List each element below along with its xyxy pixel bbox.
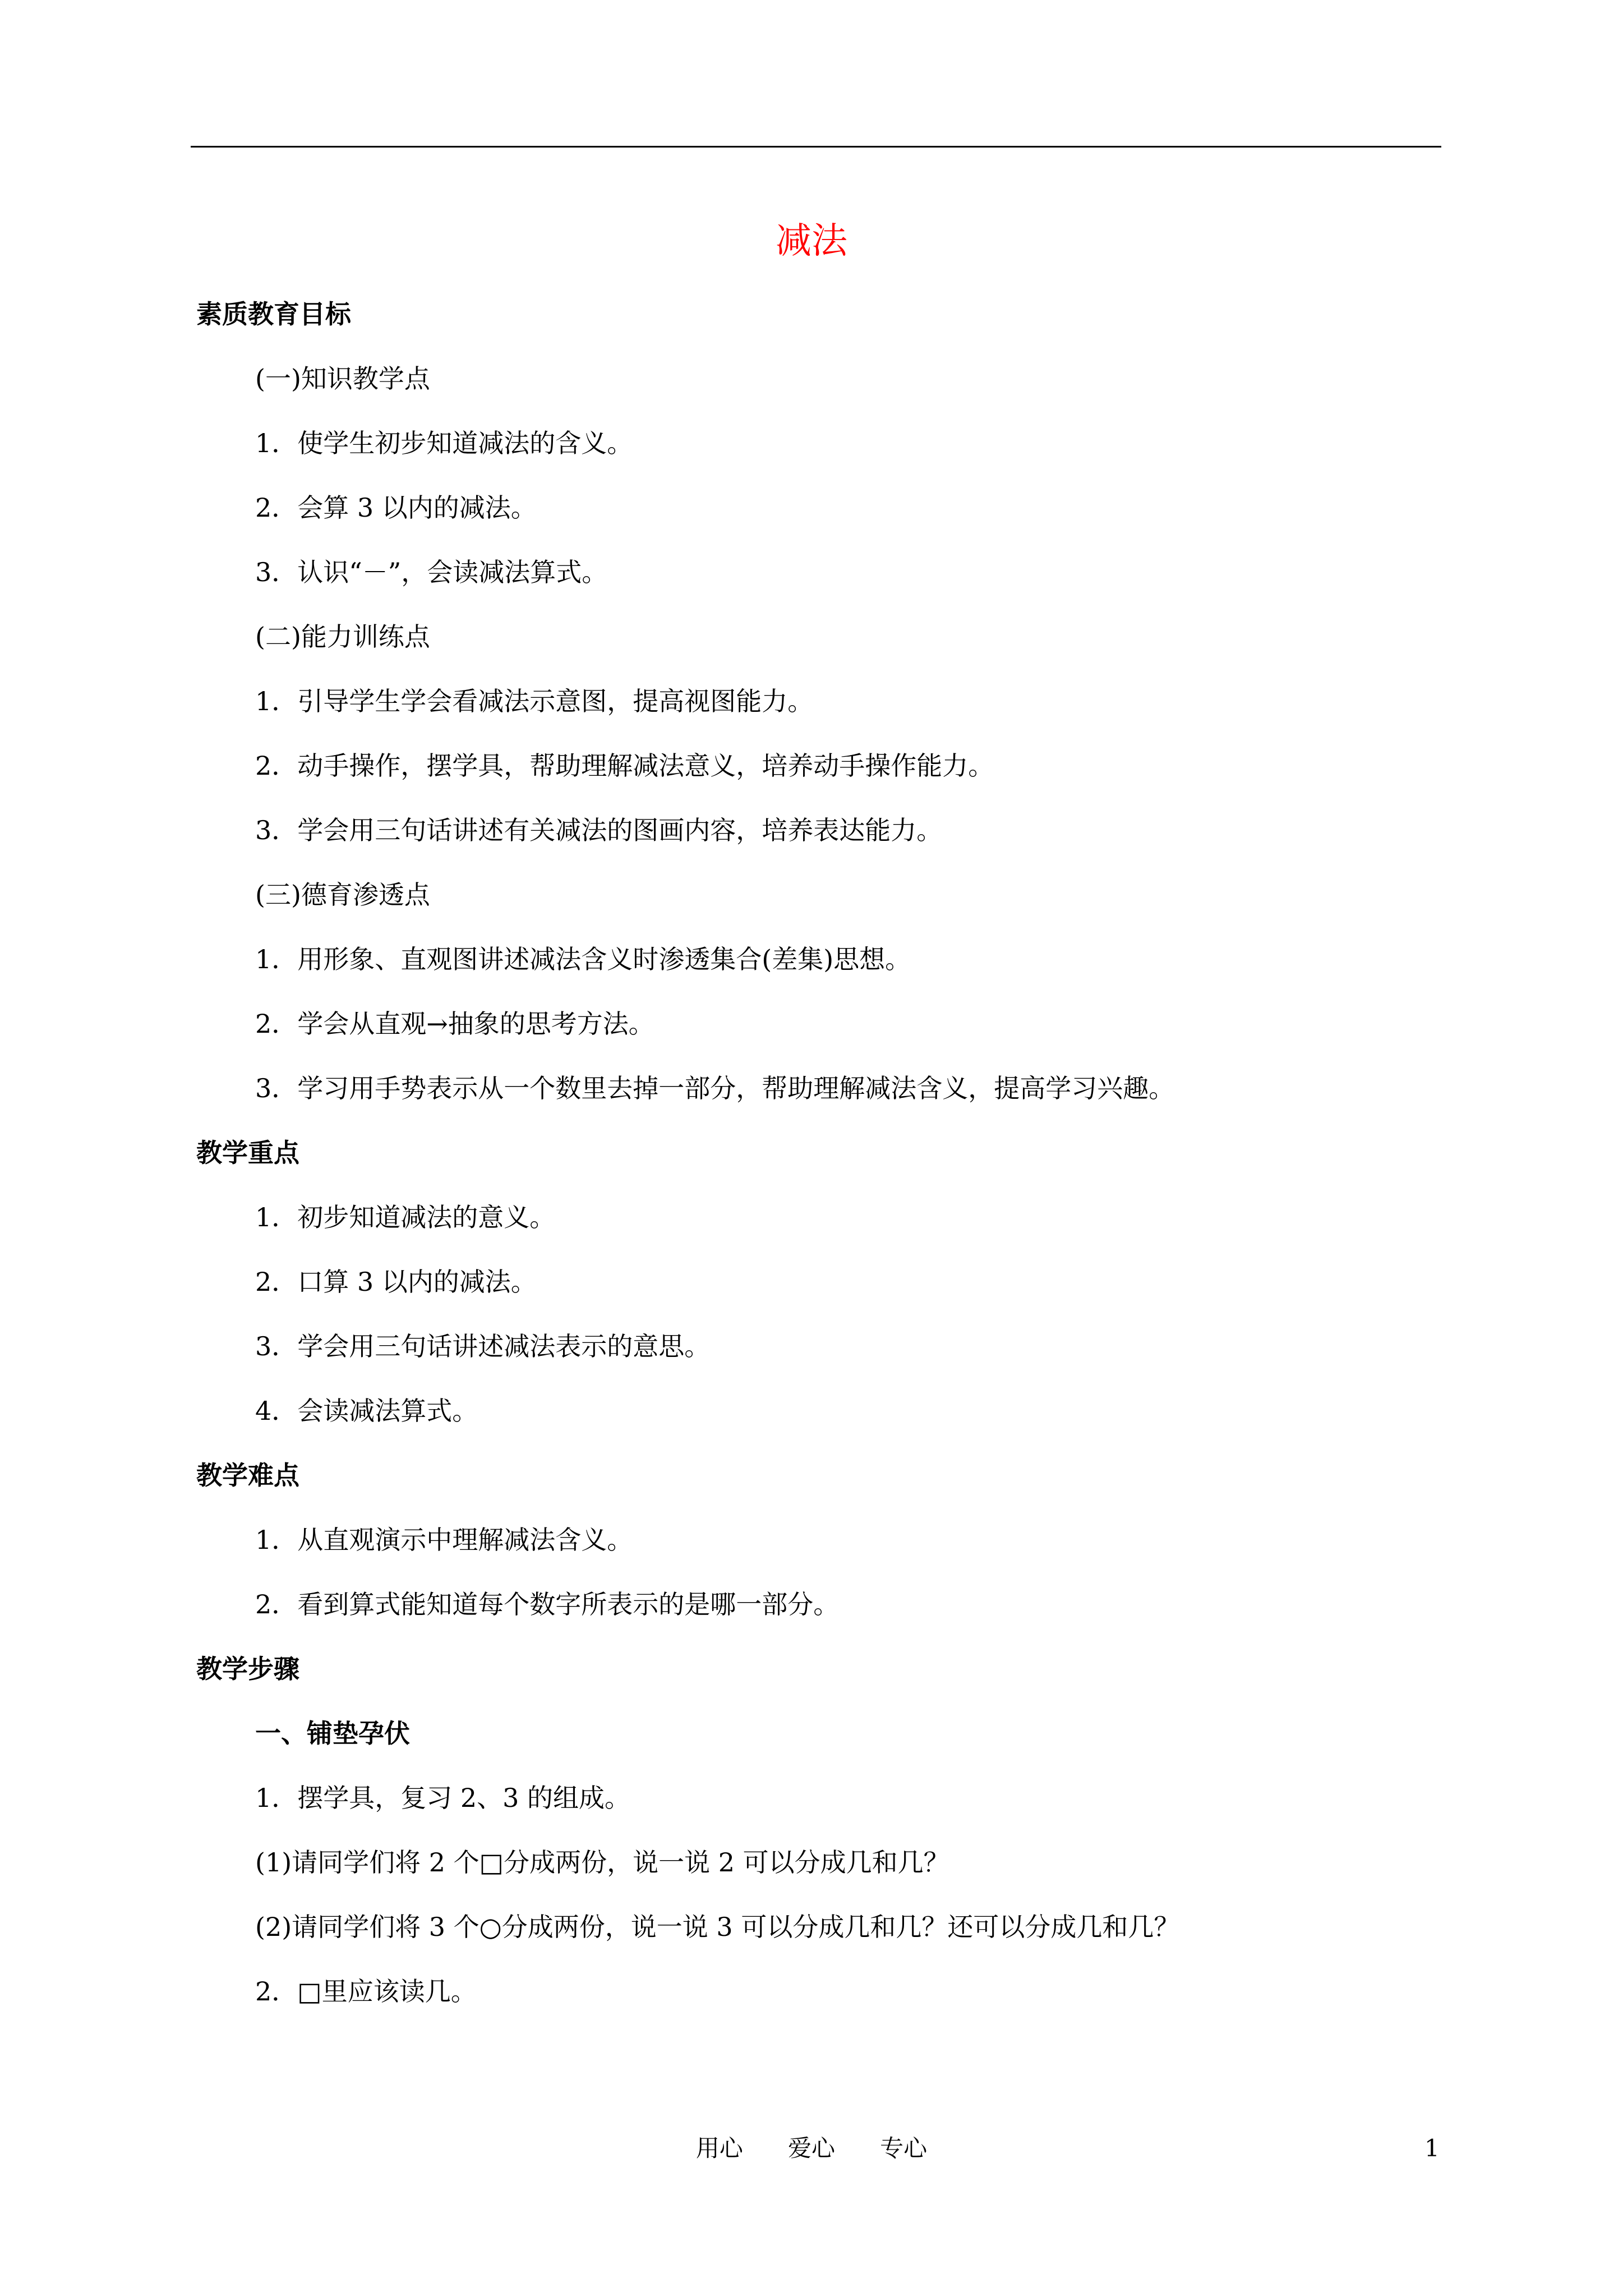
document-title: 减法 bbox=[776, 220, 847, 262]
page-number: 1 bbox=[1424, 2134, 1440, 2162]
list-item: 1．使学生初步知道减法的含义。 bbox=[255, 428, 633, 458]
list-item: 2．学会从直观→抽象的思考方法。 bbox=[255, 1009, 654, 1039]
subsection-ability: (二)能力训练点 bbox=[255, 622, 430, 652]
list-item: (1)请同学们将 2 个□分成两份，说一说 2 可以分成几和几？ bbox=[255, 1847, 949, 1878]
list-item: 3．学习用手势表示从一个数里去掉一部分，帮助理解减法含义，提高学习兴趣。 bbox=[255, 1073, 1175, 1103]
list-item: 3．学会用三句话讲述有关减法的图画内容，培养表达能力。 bbox=[255, 815, 943, 845]
section-heading-steps: 教学步骤 bbox=[196, 1654, 299, 1684]
footer-motto: 用心 爱心 专心 bbox=[695, 2134, 928, 2162]
header-rule bbox=[191, 146, 1441, 148]
list-item: (2)请同学们将 3 个○分成两份，说一说 3 可以分成几和几？还可以分成几和几？ bbox=[255, 1912, 1180, 1942]
subsection-moral: (三)德育渗透点 bbox=[255, 880, 430, 910]
section-heading-difficulties: 教学难点 bbox=[196, 1460, 299, 1490]
list-item: 2．□里应该读几。 bbox=[255, 1976, 477, 2007]
list-item: 2．看到算式能知道每个数字所表示的是哪一部分。 bbox=[255, 1589, 840, 1619]
list-item: 1．用形象、直观图讲述减法含义时渗透集合(差集)思想。 bbox=[255, 944, 911, 974]
list-item: 1．摆学具，复习 2、3 的组成。 bbox=[255, 1783, 631, 1813]
section-heading-goals: 素质教育目标 bbox=[196, 299, 351, 329]
list-item: 3．学会用三句话讲述减法表示的意思。 bbox=[255, 1331, 711, 1361]
list-item: 1．初步知道减法的意义。 bbox=[255, 1202, 556, 1232]
step-heading: 一、铺垫孕伏 bbox=[255, 1718, 410, 1749]
list-item: 2．口算 3 以内的减法。 bbox=[255, 1267, 537, 1297]
list-item: 1．从直观演示中理解减法含义。 bbox=[255, 1525, 633, 1555]
list-item: 3．认识“－”，会读减法算式。 bbox=[255, 557, 608, 587]
list-item: 4．会读减法算式。 bbox=[255, 1396, 478, 1426]
subsection-knowledge: (一)知识教学点 bbox=[255, 364, 430, 394]
section-heading-key-points: 教学重点 bbox=[196, 1138, 299, 1168]
list-item: 1．引导学生学会看减法示意图，提高视图能力。 bbox=[255, 686, 814, 716]
list-item: 2．会算 3 以内的减法。 bbox=[255, 493, 537, 523]
list-item: 2．动手操作，摆学具，帮助理解减法意义，培养动手操作能力。 bbox=[255, 751, 994, 781]
